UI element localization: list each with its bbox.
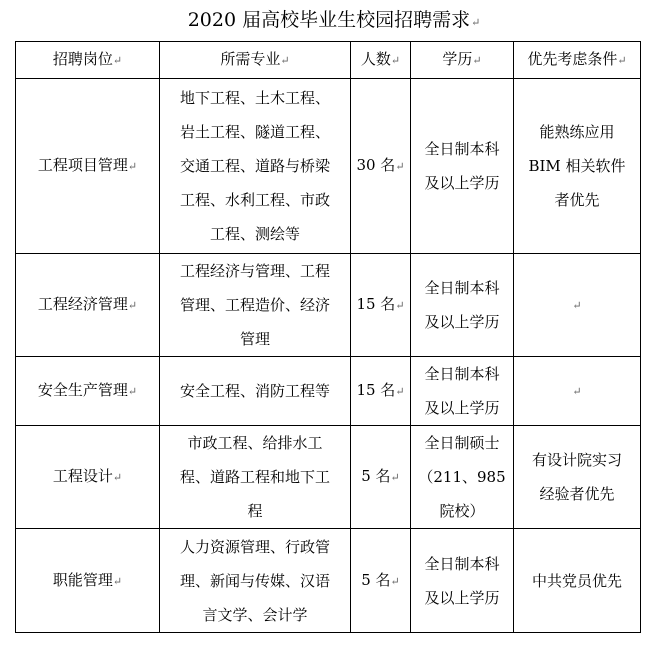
education-line: 及以上学历 — [424, 399, 500, 417]
cell-job — [16, 357, 160, 426]
table-body — [16, 79, 641, 633]
cell-count — [351, 357, 411, 426]
paragraph-mark-icon: ↵ — [572, 385, 582, 398]
cell-preference — [514, 529, 641, 633]
major-line: 管理 — [239, 330, 270, 348]
table-row — [16, 426, 641, 529]
education-line: 院校） — [439, 502, 485, 520]
cell-major — [160, 426, 351, 529]
header-major-text: 所需专业 — [220, 50, 281, 68]
paragraph-mark-icon: ↵ — [472, 54, 482, 67]
header-education-text: 学历 — [442, 50, 473, 68]
education-line: 全日制本科 — [424, 140, 500, 158]
paragraph-mark-icon: ↵ — [395, 385, 405, 398]
paragraph-mark-icon: ↵ — [390, 574, 400, 588]
page-title-text: 2020 届高校毕业生校园招聘需求 — [187, 9, 471, 31]
table-header-row — [16, 42, 641, 79]
headcount: 5 名 — [361, 467, 391, 485]
paragraph-mark-icon: ↵ — [280, 54, 290, 67]
major-line: 交通工程、道路与桥梁 — [179, 157, 330, 175]
paragraph-mark-icon: ↵ — [127, 385, 138, 398]
header-major — [160, 42, 351, 79]
cell-job — [16, 426, 160, 529]
paragraph-mark-icon: ↵ — [127, 160, 138, 173]
paragraph-mark-icon: ↵ — [471, 16, 481, 29]
header-job — [16, 42, 160, 79]
major-line: 地下工程、土木工程、 — [179, 89, 330, 107]
cell-count — [351, 529, 411, 633]
major-line: 理、新闻与传媒、汉语 — [179, 571, 330, 590]
major-line: 言文学、会计学 — [202, 605, 308, 624]
preference-line: 有设计院实习 — [531, 451, 622, 469]
cell-job — [16, 254, 160, 357]
header-count-text: 人数 — [360, 50, 391, 68]
table-row — [16, 529, 641, 633]
job-title: 工程设计 — [52, 467, 113, 485]
cell-preference — [514, 79, 641, 254]
headcount: 30 名 — [356, 156, 396, 174]
recruitment-table — [15, 41, 641, 633]
cell-count — [351, 79, 411, 254]
job-title: 工程项目管理 — [37, 156, 128, 174]
cell-job — [16, 79, 160, 254]
page-title — [0, 6, 668, 34]
cell-preference — [514, 426, 641, 529]
header-education — [411, 42, 514, 79]
major-line: 工程、水利工程、市政 — [179, 191, 330, 209]
cell-major — [160, 79, 351, 254]
headcount: 5 名 — [361, 570, 391, 589]
paragraph-mark-icon: ↵ — [112, 471, 123, 484]
paragraph-mark-icon: ↵ — [390, 471, 400, 484]
cell-education — [411, 357, 514, 426]
cell-major — [160, 254, 351, 357]
education-line: 全日制本科 — [424, 554, 500, 573]
job-title: 职能管理 — [52, 570, 113, 589]
table-row — [16, 357, 641, 426]
cell-major — [160, 357, 351, 426]
job-title: 安全生产管理 — [37, 381, 128, 399]
paragraph-mark-icon: ↵ — [112, 54, 123, 67]
major-line: 市政工程、给排水工 — [187, 434, 323, 452]
major-line: 工程、测绘等 — [209, 225, 300, 243]
major-line: 程、道路工程和地下工 — [179, 468, 330, 486]
major-line: 程 — [247, 502, 263, 520]
major-line: 人力资源管理、行政管 — [179, 537, 330, 556]
header-preference-text: 优先考虑条件 — [527, 50, 618, 68]
headcount: 15 名 — [356, 381, 396, 399]
cell-count — [351, 426, 411, 529]
cell-education — [411, 529, 514, 633]
preference-line: 者优先 — [554, 191, 600, 209]
education-line: 全日制本科 — [424, 365, 500, 383]
headcount: 15 名 — [356, 295, 396, 313]
paragraph-mark-icon: ↵ — [112, 574, 123, 588]
cell-preference — [514, 254, 641, 357]
education-line: 全日制本科 — [424, 279, 500, 297]
preference-line: 中共党员优先 — [531, 571, 622, 590]
preference-line: 能熟练应用 — [539, 123, 615, 141]
preference-line: BIM 相关软件 — [528, 157, 626, 175]
paragraph-mark-icon: ↵ — [127, 299, 138, 312]
paragraph-mark-icon: ↵ — [395, 299, 405, 312]
paragraph-mark-icon: ↵ — [395, 160, 405, 173]
header-job-text: 招聘岗位 — [52, 50, 113, 68]
cell-education — [411, 426, 514, 529]
header-count — [351, 42, 411, 79]
education-line: （211、985 — [418, 468, 506, 486]
cell-preference — [514, 357, 641, 426]
major-line: 岩土工程、隧道工程、 — [179, 123, 330, 141]
education-line: 及以上学历 — [424, 588, 500, 607]
paragraph-mark-icon: ↵ — [390, 54, 401, 67]
cell-education — [411, 79, 514, 254]
major-line: 安全工程、消防工程等 — [179, 382, 330, 400]
job-title: 工程经济管理 — [37, 295, 128, 313]
header-preference — [514, 42, 641, 79]
table-row — [16, 254, 641, 357]
education-line: 及以上学历 — [424, 174, 500, 192]
cell-count — [351, 254, 411, 357]
paragraph-mark-icon: ↵ — [572, 299, 582, 312]
cell-major — [160, 529, 351, 633]
cell-job — [16, 529, 160, 633]
cell-education — [411, 254, 514, 357]
paragraph-mark-icon: ↵ — [617, 54, 627, 67]
education-line: 及以上学历 — [424, 313, 500, 331]
preference-line: 经验者优先 — [539, 485, 615, 503]
table-row — [16, 79, 641, 254]
major-line: 管理、工程造价、经济 — [179, 296, 330, 314]
major-line: 工程经济与管理、工程 — [179, 262, 330, 280]
education-line: 全日制硕士 — [424, 434, 500, 452]
